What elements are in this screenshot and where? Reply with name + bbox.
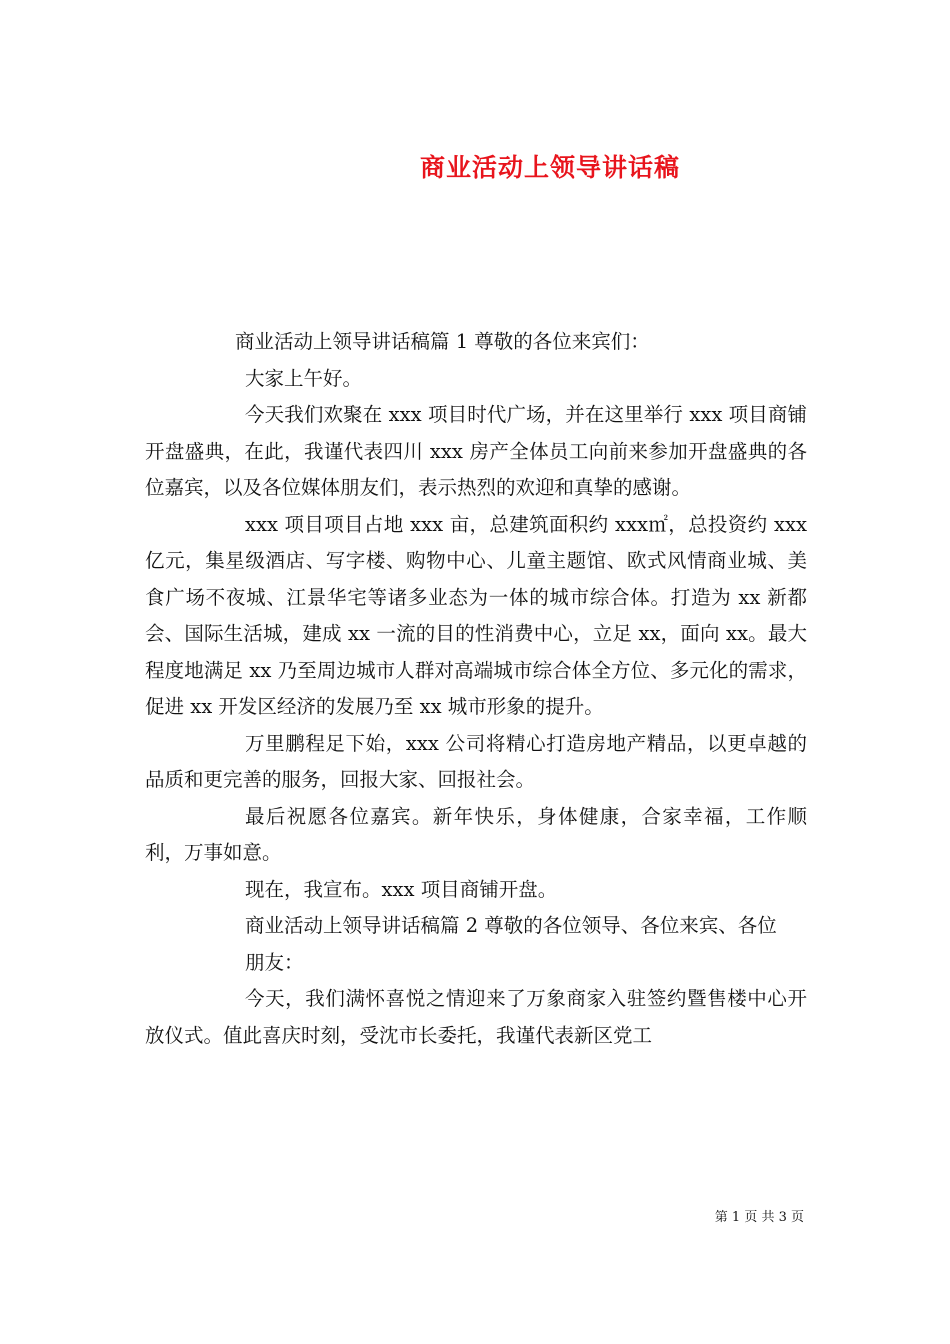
paragraph-7: 现在，我宣布。xxx 项目商铺开盘。 xyxy=(245,877,558,901)
paragraph-5: 万里鹏程足下始，xxx 公司将精心打造房地产精品，以更卓越的品质和更完善的服务，回报大家、回报社会。 xyxy=(145,731,807,791)
paragraph-3: 今天我们欢聚在 xxx 项目时代广场，并在这里举行 xxx 项目商铺开盘盛典，在此，我谨代表四川 xxx 房产全体员工向前来参加开盘盛典的各位嘉宾，以及各位媒体朋友们，表示热烈的欢迎和真挚的感谢。 xyxy=(145,403,807,499)
paragraph-2: 大家上午好。 xyxy=(245,366,363,390)
paragraph-8: 商业活动上领导讲话稿篇 2 尊敬的各位领导、各位来宾、各位 xyxy=(245,914,777,937)
document-title: 商业活动上领导讲话稿 xyxy=(419,152,680,182)
document-body xyxy=(145,324,807,1054)
paragraph-4: xxx 项目项目占地 xxx 亩，总建筑面积约 xxx㎡，总投资约 xxx 亿元，集星级酒店、写字楼、购物中心、儿童主题馆、欧式风情商业城、美食广场不夜城、江景华宅等诸多业态为一体的城市综合体。打造为 xx 新都会、国际生活城，建成 xx 一流的目的性消费中心，立足 xx，面向 xx。最大程度地满足 xx 乃至周边城市人群对高端城市综合体全方位、多元化的需求，促进 xx 开发区经济的发展乃至 xx 城市形象的提升。 xyxy=(145,512,807,718)
page-number-footer: 第 1 页 共 3 页 xyxy=(714,1210,804,1225)
paragraph-1: 商业活动上领导讲话稿篇 1 尊敬的各位来宾们： xyxy=(235,330,650,353)
paragraph-10: 今天，我们满怀喜悦之情迎来了万象商家入驻签约暨售楼中心开放仪式。值此喜庆时刻，受沈市长委托，我谨代表新区党工 xyxy=(145,987,807,1047)
paragraph-9: 朋友： xyxy=(245,950,304,974)
paragraph-6: 最后祝愿各位嘉宾。新年快乐，身体健康，合家幸福，工作顺利，万事如意。 xyxy=(145,804,807,864)
